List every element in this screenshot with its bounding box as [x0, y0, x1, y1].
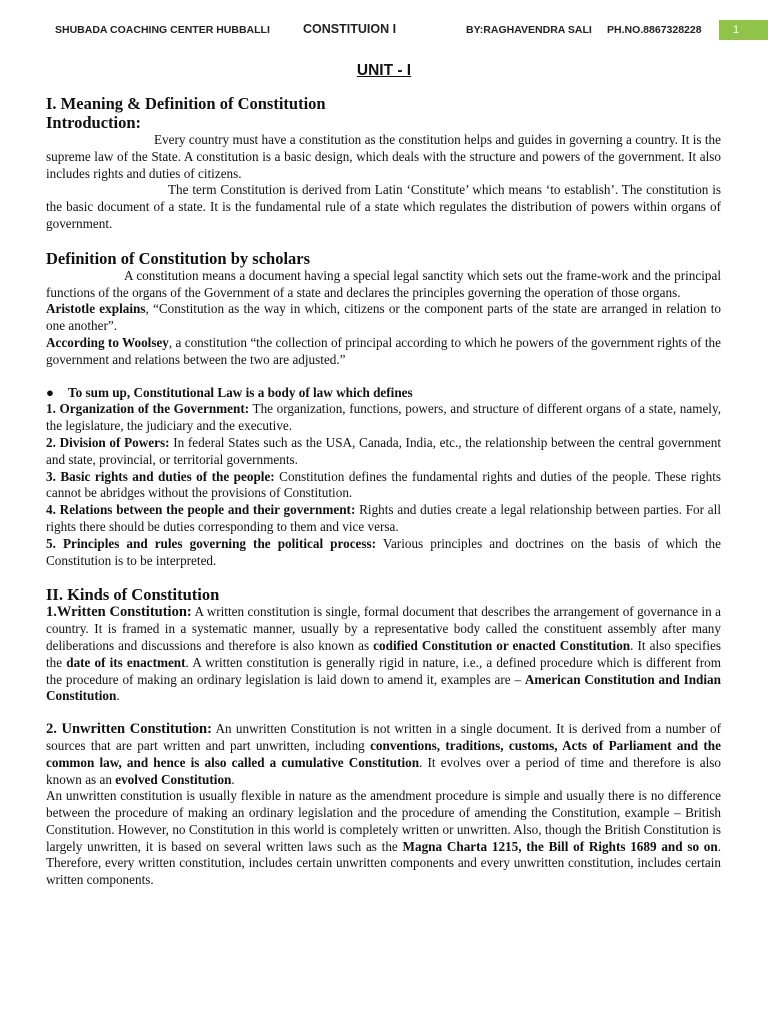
- intro-paragraph-2: The term Constitution is derived from Latin ‘Constitute’ which means ‘to establish’. The constitution is the basic document of a state. It is the fundamental rule of a state which regulates the distribution of powers within organs of government.: [46, 182, 721, 231]
- summary-item-text: Rights and duties create a legal relationship between parties. For all rights there should be duties corresponding to them and vice versa.: [46, 502, 721, 534]
- header-institute: SHUBADA COACHING CENTER HUBBALLI: [55, 24, 270, 36]
- summary-item-label: 4. Relations between the people and their government:: [46, 502, 356, 518]
- written-label: 1.Written Constitution:: [46, 604, 192, 621]
- written-bold: American Constitution and Indian Constitution: [46, 671, 721, 704]
- bullet-icon: ●: [46, 384, 54, 400]
- unwritten-bold: conventions, traditions, customs, Acts of Parliament and the common law, and hence is also called a cumulative Constitution: [46, 737, 721, 770]
- summary-item-label: 1. Organization of the Government:: [46, 401, 250, 417]
- written-bold: date of its enactment: [66, 654, 186, 670]
- woolsey-paragraph: [46, 335, 721, 369]
- summary-item-4: [46, 502, 721, 536]
- section2-heading: II. Kinds of Constitution: [46, 585, 220, 605]
- unwritten-constitution-paragraph-2: [46, 788, 721, 889]
- summary-item-1: [46, 401, 721, 435]
- unwritten-text: . It evolves over a period of time and therefore is also known as an: [46, 754, 721, 787]
- definition-paragraph: A constitution means a document having a special legal sanctity which sets out the frame-work and the principal functions of the organs of the Government of a state and declares the principles governing the operation of those organs.: [46, 267, 721, 300]
- summary-item-text: Constitution defines the fundamental rights and duties of the people. These rights cannot be abridges without the provisions of Constitution.: [46, 468, 721, 501]
- unwritten-label: 2. Unwritten Constitution:: [46, 721, 212, 738]
- unit-title: [0, 62, 768, 80]
- aristotle-label: Aristotle explains: [46, 301, 146, 317]
- summary-item-label: 5. Principles and rules governing the political process:: [46, 535, 377, 551]
- intro-paragraph-1: Every country must have a constitution as the constitution helps and guides in governing a country. It is the supreme law of the State. A constitution is a basic design, which deals with the structure and powers of the government. It also includes rights and duties of citizens.: [46, 132, 721, 181]
- summary-item-text: In federal States such as the USA, Canada, India, etc., the relationship between the central government and state, provincial, or territorial governments.: [46, 434, 721, 467]
- unwritten-bold: Magna Charta 1215, the Bill of Rights 1689 and so on: [402, 838, 718, 854]
- written-constitution-paragraph: [46, 604, 721, 705]
- unit-title-text: UNIT - I: [356, 62, 412, 79]
- spacer: [46, 569, 721, 585]
- definition-heading: Definition of Constitution by scholars: [46, 248, 311, 268]
- summary-item-text: The organization, functions, powers, and structure of different organs of a state, namely, the legislature, the judiciary and the executive.: [46, 401, 722, 434]
- written-text: . A written constitution is generally rigid in nature, i.e., a defined procedure which is different from the procedure of making an ordinary legislation is laid down to amend it, examples are –: [46, 654, 721, 687]
- summary-intro-text: To sum up, Constitutional Law is a body of law which defines: [68, 384, 413, 400]
- page-number-badge: 1: [719, 20, 768, 40]
- unwritten-text: An unwritten constitution is usually flexible in nature as the amendment procedure is simple and usually there is no difference between the procedure of making an ordinary legislation and the procedure of amending the Constitution, example – British Constitution. However, no Constitution in this world is completely written or unwritten. Also, though the British Constitution is largely unwritten, it is based on several written laws such as the: [46, 788, 721, 854]
- woolsey-label: According to Woolsey: [46, 334, 169, 350]
- unwritten-text: .: [231, 771, 235, 787]
- written-text: .: [116, 688, 120, 704]
- spacer: [46, 233, 721, 249]
- written-bold: codified Constitution or enacted Constitution: [373, 637, 631, 653]
- document-body: [46, 94, 721, 889]
- header-author: BY:RAGHAVENDRA SALI: [466, 24, 592, 36]
- summary-intro: [46, 385, 721, 402]
- header-subject: CONSTITUION I: [303, 22, 397, 36]
- section1-heading: I. Meaning & Definition of Constitution: [46, 94, 326, 113]
- summary-item-2: [46, 435, 721, 469]
- unwritten-constitution-paragraph: [46, 721, 721, 788]
- header-phone: PH.NO.8867328228: [607, 24, 702, 36]
- written-text: A written constitution is single, formal document that describes the arrangement of governance in a country. It is framed in a systematic manner, usually by a representative body called the constituent assembly after many deliberations and discussions and therefore is also known as: [46, 604, 721, 653]
- summary-item-text: Various principles and doctrines on the basis of which the Constitution is to be interpreted.: [46, 535, 722, 568]
- aristotle-text: , “Constitution as the way in which, citizens or the component parts of the state are arranged in relation to one another”.: [46, 301, 721, 334]
- summary-item-3: [46, 469, 721, 503]
- summary-item-5: [46, 536, 721, 570]
- summary-item-label: 3. Basic rights and duties of the people:: [46, 468, 275, 484]
- summary-item-label: 2. Division of Powers:: [46, 434, 170, 450]
- page-header: [0, 0, 768, 60]
- unwritten-text: . Therefore, every written constitution, includes certain unwritten components and every unwritten constitution, includes certain written components.: [46, 838, 721, 888]
- unwritten-text: An unwritten Constitution is not written in a single document. It is derived from a number of sources that are part written and part unwritten, including: [46, 721, 721, 753]
- spacer: [46, 369, 721, 385]
- unwritten-bold: evolved Constitution: [115, 771, 232, 787]
- woolsey-text: , a constitution “the collection of principal according to which he powers of the government rights of the government and relations between the two are adjusted.”: [46, 334, 721, 367]
- written-text: . It also specifies the: [46, 637, 722, 670]
- spacer: [46, 705, 721, 721]
- aristotle-paragraph: [46, 301, 721, 335]
- intro-heading: Introduction:: [46, 113, 142, 132]
